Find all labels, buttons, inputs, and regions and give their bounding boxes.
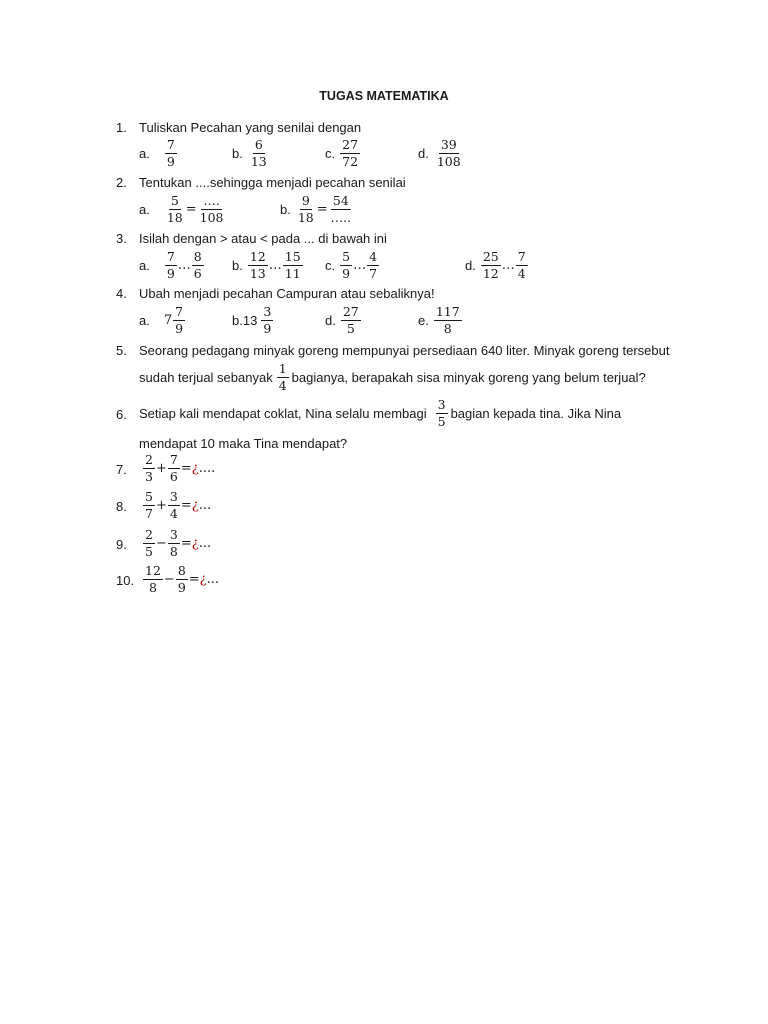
- q3-option-d: [465, 250, 529, 281]
- question-mark: ¿: [191, 536, 199, 551]
- question-mark: ¿: [191, 498, 199, 513]
- text-after-fraction: bagian kepada tina. Jika Nina: [450, 406, 622, 421]
- question-6-line-2: mendapat 10 maka Tina mendapat?: [139, 436, 348, 451]
- option-label: a.: [139, 313, 150, 328]
- question-1-number: 1.: [116, 120, 127, 135]
- question-8-number: 8.: [116, 499, 127, 514]
- question-10-number: 10.: [116, 573, 135, 588]
- fraction: [367, 250, 379, 281]
- denominator: 8: [443, 321, 452, 336]
- text-after-fraction: bagianya, berapakah sisa minyak goreng yang belum terjual?: [291, 370, 646, 385]
- numerator: 25: [482, 249, 499, 264]
- fraction: [434, 305, 462, 336]
- fraction: [143, 564, 163, 595]
- numerator: 3: [169, 527, 178, 542]
- option-label: b.13: [232, 313, 258, 328]
- q3-option-a: [139, 250, 205, 281]
- option-label: d.: [325, 313, 336, 328]
- fraction: [340, 138, 360, 169]
- numerator: 54: [332, 193, 349, 208]
- q1-option-b: [232, 138, 270, 169]
- option-label: a.: [139, 258, 150, 273]
- fraction: [143, 453, 155, 484]
- denominator: 4: [517, 266, 526, 281]
- question-5-line-1: Seorang pedagang minyak goreng mempunyai persediaan 640 liter. Minyak goreng tersebut: [139, 343, 670, 358]
- denominator: 9: [166, 266, 175, 281]
- question-6-number: 6.: [116, 407, 127, 422]
- numerator: 7: [166, 137, 175, 152]
- numerator: 117: [435, 304, 460, 319]
- fraction: [198, 194, 226, 225]
- denominator: 8: [169, 544, 178, 559]
- option-label: b.: [232, 146, 243, 161]
- fraction: [261, 305, 273, 336]
- question-4-number: 4.: [116, 286, 127, 301]
- denominator: 6: [169, 469, 178, 484]
- numerator: 7: [517, 249, 526, 264]
- fraction: [165, 138, 177, 169]
- text-before-fraction: sudah terjual sebanyak: [139, 370, 273, 385]
- option-label: a.: [139, 146, 150, 161]
- numerator: 12: [249, 249, 266, 264]
- question-5-number: 5.: [116, 343, 127, 358]
- denominator: …..: [330, 210, 352, 225]
- question-6-line-1: [139, 398, 621, 429]
- question-5-line-2: [139, 362, 646, 393]
- question-7-expression: [142, 453, 215, 484]
- denominator: 13: [250, 154, 267, 169]
- denominator: 108: [436, 154, 461, 169]
- whole-number: 7: [163, 313, 173, 328]
- question-4-text: Ubah menjadi pecahan Campuran atau sebaliknya!: [139, 286, 435, 301]
- numerator: 3: [437, 397, 446, 412]
- numerator: 5: [342, 249, 351, 264]
- option-label: c.: [325, 258, 336, 273]
- denominator: 12: [482, 266, 499, 281]
- denominator: 5: [437, 414, 446, 429]
- numerator: 9: [301, 193, 310, 208]
- operator: −: [163, 572, 175, 587]
- option-label: c.: [325, 146, 336, 161]
- fraction: [168, 528, 180, 559]
- q3-option-b: [232, 250, 304, 281]
- denominator: 4: [278, 378, 287, 393]
- denominator: 7: [145, 506, 153, 521]
- numerator: ….: [203, 193, 220, 208]
- option-label: e.: [418, 313, 429, 328]
- equals-sign: =: [180, 461, 192, 476]
- denominator: 18: [297, 210, 314, 225]
- numerator: 2: [145, 527, 153, 542]
- q2-option-b: [280, 194, 354, 225]
- question-mark: ¿: [191, 461, 199, 476]
- numerator: 5: [170, 193, 179, 208]
- question-10-expression: [142, 564, 219, 595]
- fraction: [481, 250, 501, 281]
- fraction: [192, 250, 204, 281]
- numerator: 7: [169, 452, 178, 467]
- ellipsis: …: [177, 258, 191, 273]
- equals-sign: =: [316, 202, 328, 217]
- question-3-text: Isilah dengan > atau < pada ... di bawah ini: [139, 231, 387, 246]
- numerator: 5: [145, 489, 153, 504]
- denominator: 13: [249, 266, 266, 281]
- numerator: 27: [342, 304, 359, 319]
- numerator: 2: [145, 452, 153, 467]
- denominator: 9: [175, 321, 184, 336]
- operator: +: [155, 461, 167, 476]
- fraction: [329, 194, 353, 225]
- denominator: 4: [169, 506, 178, 521]
- question-2-text: Tentukan ....sehingga menjadi pecahan senilai: [139, 175, 406, 190]
- q1-option-a: [139, 138, 178, 169]
- q2-option-a: [139, 194, 227, 225]
- fraction: [340, 250, 352, 281]
- numerator: 3: [263, 304, 272, 319]
- denominator: 9: [177, 580, 186, 595]
- denominator: 9: [263, 321, 272, 336]
- fraction: [283, 250, 303, 281]
- denominator: 108: [199, 210, 224, 225]
- denominator: 8: [148, 580, 157, 595]
- question-mark: ¿: [199, 572, 207, 587]
- question-9-number: 9.: [116, 537, 127, 552]
- equals-sign: =: [180, 498, 192, 513]
- fraction: [165, 194, 185, 225]
- denominator: 72: [342, 154, 359, 169]
- question-1-text: Tuliskan Pecahan yang senilai dengan: [139, 120, 362, 135]
- ellipsis: …: [268, 258, 282, 273]
- fraction: [248, 250, 268, 281]
- operator: +: [155, 498, 167, 513]
- numerator: 7: [166, 249, 175, 264]
- fraction: [341, 305, 361, 336]
- option-label: d.: [465, 258, 476, 273]
- q4-option-d: [325, 305, 362, 336]
- fraction: [143, 490, 155, 521]
- fraction: [249, 138, 269, 169]
- q4-option-a: [139, 305, 186, 336]
- blank-dots: ...: [206, 572, 220, 587]
- page-title: TUGAS MATEMATIKA: [319, 89, 449, 103]
- option-label: d.: [418, 146, 429, 161]
- denominator: 11: [284, 266, 301, 281]
- fraction: [176, 564, 188, 595]
- fraction: [436, 398, 448, 429]
- denominator: 18: [166, 210, 183, 225]
- question-3-number: 3.: [116, 231, 127, 246]
- ellipsis: …: [353, 258, 367, 273]
- q4-option-e: [418, 305, 463, 336]
- ellipsis: …: [501, 258, 515, 273]
- denominator: 9: [166, 154, 175, 169]
- numerator: 12: [145, 563, 161, 578]
- numerator: 1: [278, 361, 287, 376]
- denominator: 7: [369, 266, 378, 281]
- fraction: [165, 250, 177, 281]
- numerator: 8: [193, 249, 202, 264]
- option-label: b.: [232, 258, 243, 273]
- fraction: [516, 250, 528, 281]
- denominator: 5: [346, 321, 355, 336]
- question-7-number: 7.: [116, 462, 127, 477]
- blank-dots: ....: [198, 461, 216, 476]
- denominator: 3: [145, 469, 153, 484]
- fraction: [277, 362, 289, 393]
- numerator: 4: [369, 249, 378, 264]
- denominator: 5: [145, 544, 153, 559]
- fraction: [173, 305, 185, 336]
- fraction: [143, 528, 155, 559]
- blank-dots: ...: [198, 536, 212, 551]
- q1-option-d: [418, 138, 464, 169]
- operator: −: [155, 536, 167, 551]
- equals-sign: =: [188, 572, 200, 587]
- q3-option-c: [325, 250, 380, 281]
- q4-option-b: [232, 305, 274, 336]
- fraction: [435, 138, 463, 169]
- question-9-expression: [142, 528, 211, 559]
- text-before-fraction: Setiap kali mendapat coklat, Nina selalu membagi: [139, 406, 427, 421]
- question-2-number: 2.: [116, 175, 127, 190]
- q1-option-c: [325, 138, 361, 169]
- denominator: 9: [342, 266, 351, 281]
- numerator: 39: [440, 137, 457, 152]
- fraction: [168, 490, 180, 521]
- question-8-expression: [142, 490, 211, 521]
- numerator: 8: [177, 563, 186, 578]
- equals-sign: =: [180, 536, 192, 551]
- numerator: 3: [169, 489, 178, 504]
- option-label: a.: [139, 202, 150, 217]
- option-label: b.: [280, 202, 291, 217]
- numerator: 15: [284, 249, 301, 264]
- fraction: [296, 194, 316, 225]
- numerator: 27: [342, 137, 359, 152]
- blank-dots: ...: [198, 498, 212, 513]
- fraction: [168, 453, 180, 484]
- numerator: 6: [254, 137, 263, 152]
- denominator: 6: [193, 266, 202, 281]
- equals-sign: =: [185, 202, 197, 217]
- numerator: 7: [175, 304, 184, 319]
